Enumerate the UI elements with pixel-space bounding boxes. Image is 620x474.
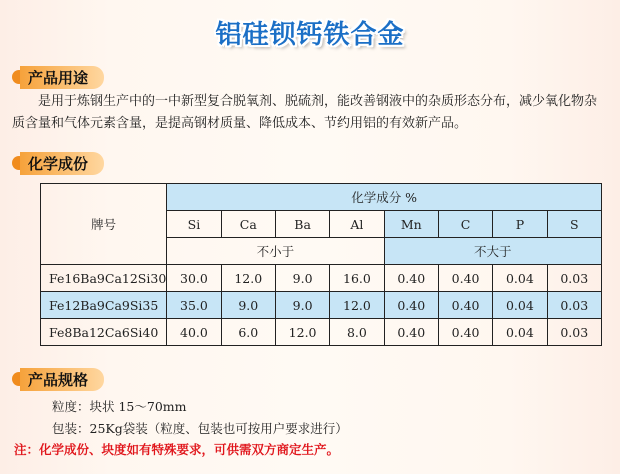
element-header: Si <box>167 211 221 238</box>
element-header: Mn <box>384 211 438 238</box>
max-label: 不大于 <box>384 238 601 265</box>
composition-table <box>40 183 602 346</box>
table-row: Fe16Ba9Ca12Si30 30.0 12.0 9.0 16.0 0.40 0.40 0.04 0.03 <box>41 265 602 292</box>
page-title: 铝硅钡钙铁合金 <box>215 20 405 50</box>
section-heading-usage: 产品用途 <box>12 66 116 88</box>
composition-header: 化学成分 % <box>167 184 602 211</box>
note-text: 注：化学成份、块度如有特殊要求，可供需双方商定生产。 <box>14 442 340 457</box>
table-row: Fe8Ba12Ca6Si40 40.0 6.0 12.0 8.0 0.40 0.40 0.04 0.03 <box>41 319 602 346</box>
element-header: S <box>547 211 601 238</box>
spec-packaging: 包装：25Kg袋装（粒度、包装也可按用户要求进行） <box>52 421 348 436</box>
element-header: Ba <box>275 211 329 238</box>
usage-paragraph: 是用于炼钢生产中的一中新型复合脱氧剂、脱硫剂，能改善钢液中的杂质形态分布，减少氧化物杂质含量和气体元素含量，是提高钢材质量、降低成本、节约用铝的有效新产品。 <box>12 94 598 131</box>
min-label: 不小于 <box>167 238 384 265</box>
table-row: Fe12Ba9Ca9Si35 35.0 9.0 9.0 12.0 0.40 0.40 0.04 0.03 <box>41 292 602 319</box>
element-header: Al <box>330 211 384 238</box>
section-heading-composition: 化学成份 <box>12 152 116 174</box>
element-header: Ca <box>221 211 275 238</box>
section-heading-spec: 产品规格 <box>12 368 116 390</box>
spec-granularity: 粒度：块状 15～70mm <box>52 399 187 414</box>
element-header: C <box>438 211 492 238</box>
grade-header: 牌号 <box>41 184 167 265</box>
element-header: P <box>493 211 547 238</box>
